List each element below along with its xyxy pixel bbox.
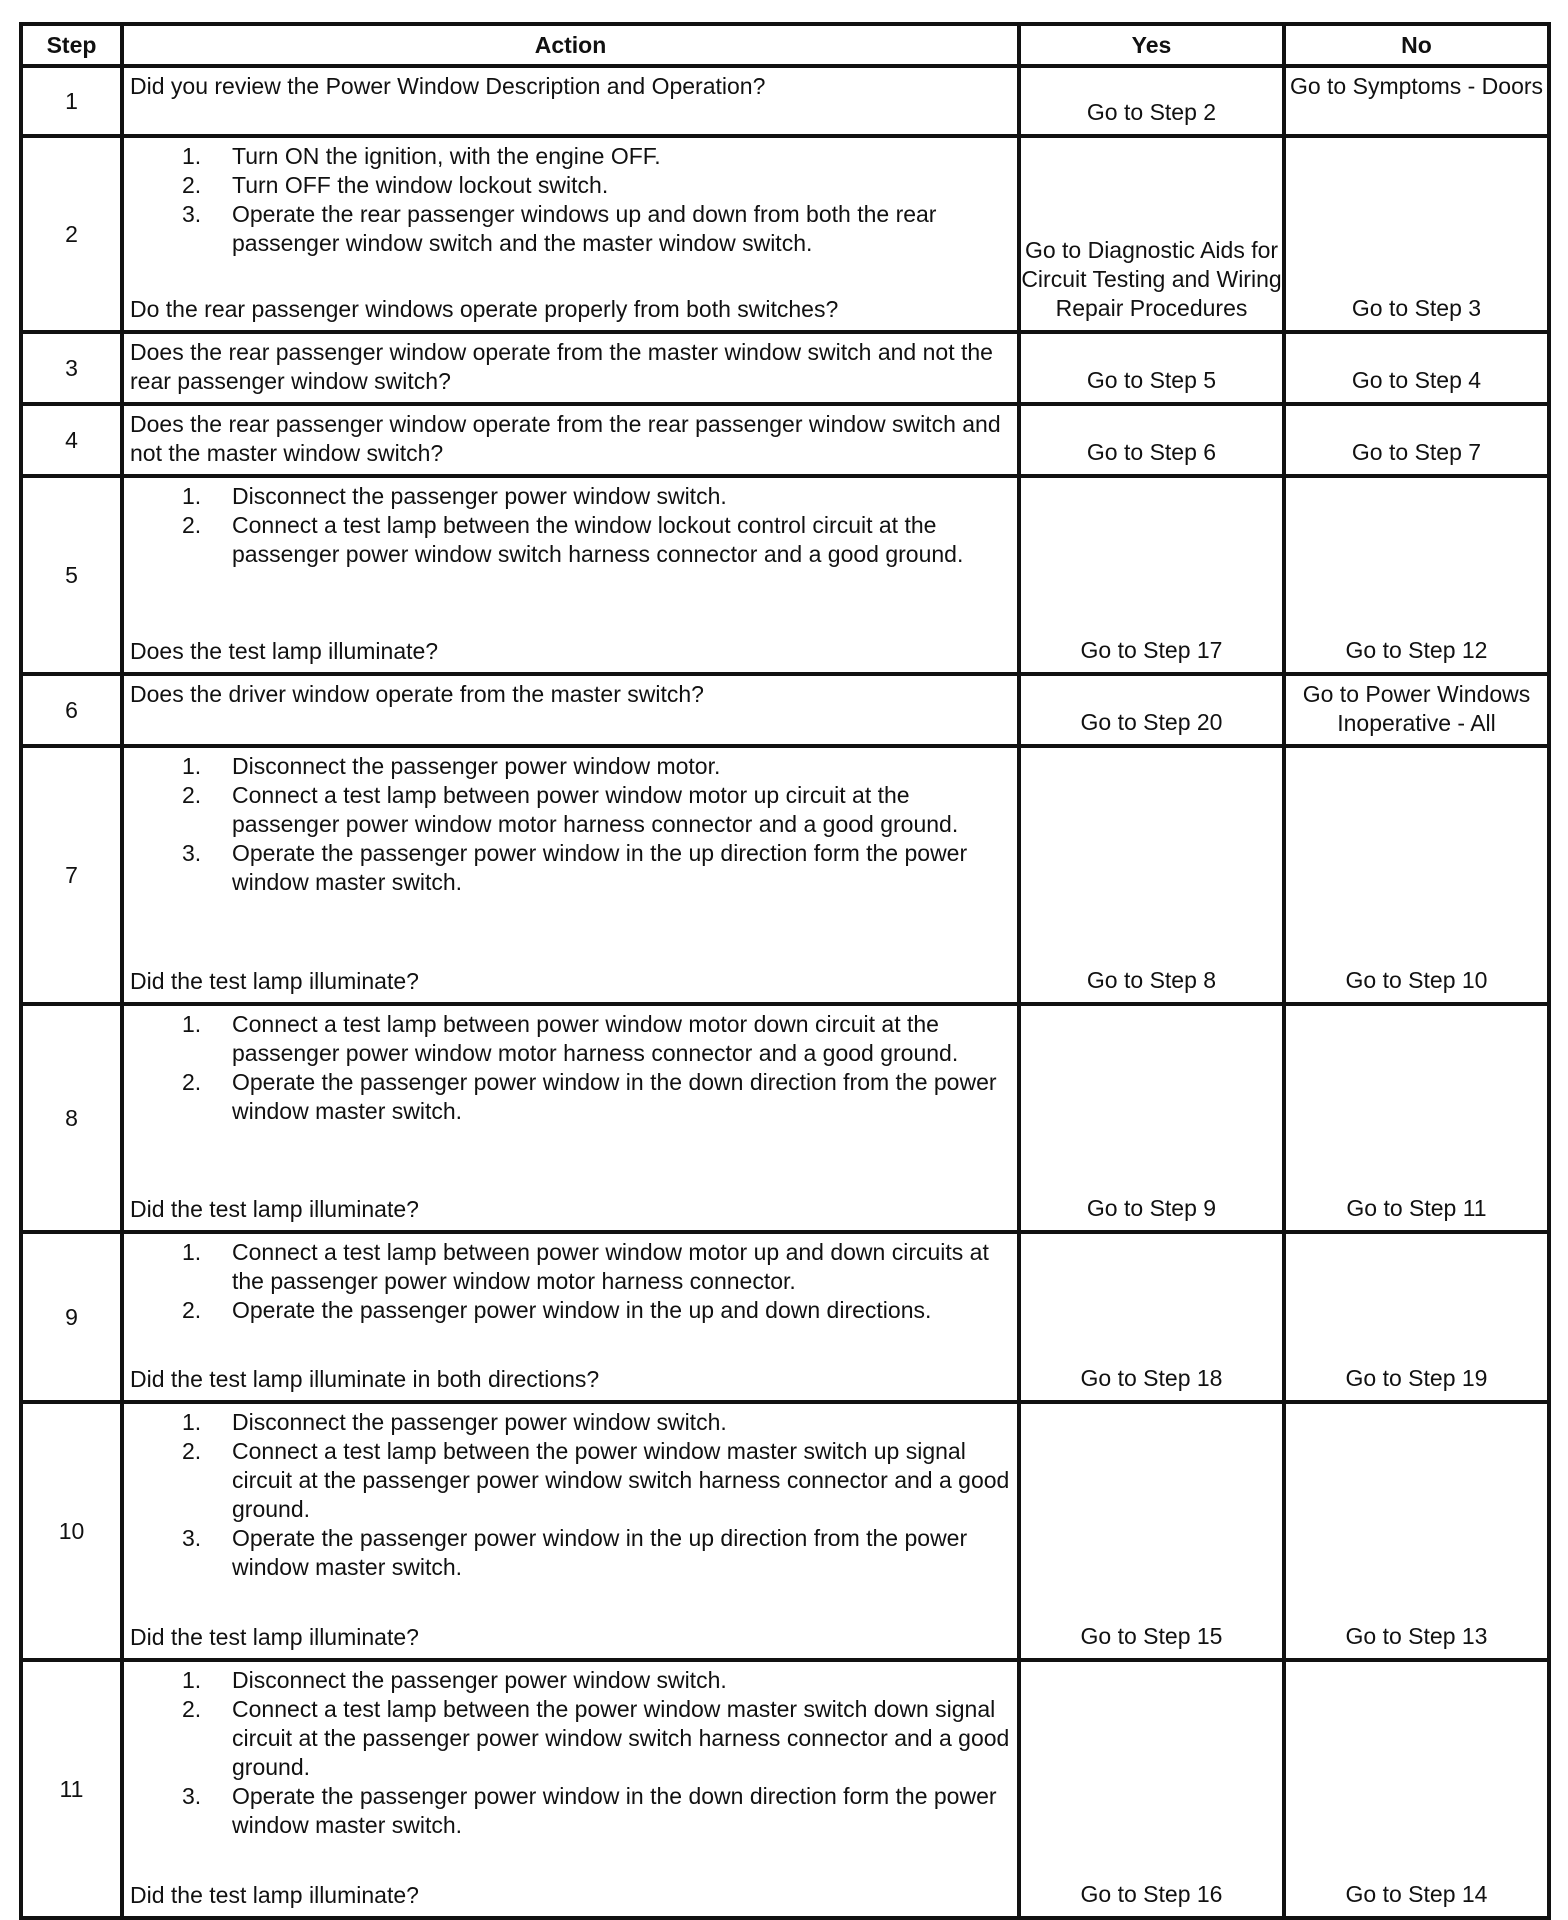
action-step — [130, 1524, 1011, 1582]
step-index: 2. — [182, 782, 202, 808]
action-step — [130, 482, 1011, 511]
step-index: 2. — [182, 1696, 202, 1722]
step-index: 3. — [182, 840, 202, 866]
yes-target: Go to Step 17 — [1080, 637, 1223, 663]
action-steps — [130, 142, 1011, 258]
no-cell — [1284, 1660, 1549, 1918]
yes-target: Go to Step 8 — [1086, 967, 1217, 993]
action-step — [130, 171, 1011, 200]
action-steps — [130, 1010, 1011, 1126]
action-step-text: Operate the passenger power window in the up direction from the power window master switch. — [232, 1525, 968, 1580]
action-steps — [130, 752, 1011, 897]
action-step — [130, 839, 1011, 897]
action-step-text: Disconnect the passenger power window motor. — [232, 753, 721, 779]
yes-target: Go to Step 20 — [1080, 709, 1223, 735]
action-step — [130, 1068, 1011, 1126]
table-row — [21, 476, 1549, 674]
step-number: 7 — [21, 746, 122, 1004]
header-yes: Yes — [1019, 24, 1284, 66]
action-cell — [122, 1232, 1019, 1402]
action-step — [130, 1782, 1011, 1840]
step-index: 1. — [182, 143, 202, 169]
action-cell — [122, 476, 1019, 674]
no-cell — [1284, 332, 1549, 404]
action-step-text: Operate the passenger power window in the down direction from the power window master switch. — [232, 1069, 997, 1124]
action-step-text: Disconnect the passenger power window switch. — [232, 1667, 727, 1693]
step-index: 1. — [182, 1239, 202, 1265]
action-question: Does the test lamp illuminate? — [130, 638, 439, 664]
no-cell — [1284, 746, 1549, 1004]
step-index: 2. — [182, 512, 202, 538]
step-index: 2. — [182, 172, 202, 198]
action-question: Did the test lamp illuminate? — [130, 1196, 419, 1222]
step-index: 3. — [182, 201, 202, 227]
no-cell — [1284, 1402, 1549, 1660]
no-target: Go to Step 13 — [1345, 1623, 1488, 1649]
step-number: 9 — [21, 1232, 122, 1402]
header-action: Action — [122, 24, 1019, 66]
no-cell — [1284, 1232, 1549, 1402]
step-number: 11 — [21, 1660, 122, 1918]
yes-target: Go to Step 5 — [1086, 367, 1217, 393]
table-row — [21, 1402, 1549, 1660]
table-row — [21, 66, 1549, 136]
header-step: Step — [21, 24, 122, 66]
step-number: 4 — [21, 404, 122, 476]
action-step-text: Turn ON the ignition, with the engine OFF. — [232, 143, 661, 169]
action-step — [130, 1666, 1011, 1695]
no-cell — [1284, 1004, 1549, 1232]
action-step-text: Connect a test lamp between the power window master switch up signal circuit at the passenger power window switch harness connector and a good ground. — [232, 1438, 1010, 1522]
action-question: Did the test lamp illuminate? — [130, 1624, 419, 1650]
yes-cell — [1019, 1402, 1284, 1660]
yes-target: Go to Step 18 — [1080, 1365, 1223, 1391]
action-question: Did the test lamp illuminate? — [130, 1882, 419, 1908]
table-row — [21, 1232, 1549, 1402]
action-cell — [122, 136, 1019, 332]
step-index: 2. — [182, 1297, 202, 1323]
table-row — [21, 674, 1549, 746]
action-step-text: Connect a test lamp between the power window master switch down signal circuit at the passenger power window switch harness connector and a good ground. — [232, 1696, 1010, 1780]
no-target: Go to Step 7 — [1351, 439, 1482, 465]
action-cell — [122, 1004, 1019, 1232]
step-index: 1. — [182, 753, 202, 779]
step-index: 1. — [182, 1667, 202, 1693]
action-question: Did the test lamp illuminate? — [130, 968, 419, 994]
action-step — [130, 511, 1011, 569]
action-question: Did you review the Power Window Description and Operation? — [130, 73, 766, 99]
action-step — [130, 1296, 1011, 1325]
yes-cell — [1019, 1004, 1284, 1232]
action-question: Does the rear passenger window operate from the master window switch and not the rear passenger window switch? — [130, 339, 993, 394]
yes-target: Go to Step 16 — [1080, 1881, 1223, 1907]
no-cell — [1284, 66, 1549, 136]
action-step-text: Disconnect the passenger power window switch. — [232, 483, 727, 509]
yes-cell — [1019, 1232, 1284, 1402]
no-target: Go to Step 12 — [1345, 637, 1488, 663]
table-row — [21, 332, 1549, 404]
yes-cell — [1019, 136, 1284, 332]
action-step — [130, 1695, 1011, 1782]
no-cell — [1284, 476, 1549, 674]
no-target: Go to Step 14 — [1345, 1881, 1488, 1907]
action-cell — [122, 746, 1019, 1004]
action-step — [130, 1408, 1011, 1437]
action-step-text: Connect a test lamp between power window motor up and down circuits at the passenger power window motor harness connector. — [232, 1239, 989, 1294]
action-step — [130, 752, 1011, 781]
action-step — [130, 1238, 1011, 1296]
table-row — [21, 1004, 1549, 1232]
step-index: 2. — [182, 1438, 202, 1464]
step-index: 3. — [182, 1525, 202, 1551]
diagnostic-table — [19, 22, 1551, 1920]
step-number: 5 — [21, 476, 122, 674]
action-question: Does the driver window operate from the master switch? — [130, 681, 704, 707]
step-number: 6 — [21, 674, 122, 746]
action-cell — [122, 332, 1019, 404]
action-step-text: Connect a test lamp between power window motor up circuit at the passenger power window motor harness connector and a good ground. — [232, 782, 959, 837]
step-index: 1. — [182, 1409, 202, 1435]
step-index: 1. — [182, 1011, 202, 1037]
no-target: Go to Step 3 — [1351, 295, 1482, 321]
action-steps — [130, 1238, 1011, 1325]
action-steps — [130, 1666, 1011, 1840]
yes-cell — [1019, 674, 1284, 746]
yes-target: Go to Step 2 — [1086, 99, 1217, 125]
step-index: 2. — [182, 1069, 202, 1095]
no-cell — [1284, 404, 1549, 476]
yes-cell — [1019, 1660, 1284, 1918]
yes-cell — [1019, 332, 1284, 404]
yes-cell — [1019, 404, 1284, 476]
no-cell — [1284, 674, 1549, 746]
action-step-text: Operate the passenger power window in the up and down directions. — [232, 1297, 932, 1323]
no-target: Go to Step 4 — [1351, 367, 1482, 393]
step-number: 1 — [21, 66, 122, 136]
action-step — [130, 200, 1011, 258]
action-cell — [122, 674, 1019, 746]
action-step-text: Operate the passenger power window in the down direction form the power window master switch. — [232, 1783, 997, 1838]
action-step-text: Connect a test lamp between the window lockout control circuit at the passenger power window switch harness connector and a good ground. — [232, 512, 964, 567]
no-target: Go to Step 19 — [1345, 1365, 1488, 1391]
action-question: Do the rear passenger windows operate properly from both switches? — [130, 296, 839, 322]
action-question: Does the rear passenger window operate from the rear passenger window switch and not the master window switch? — [130, 411, 1001, 466]
action-step — [130, 781, 1011, 839]
step-number: 10 — [21, 1402, 122, 1660]
action-steps — [130, 1408, 1011, 1582]
step-number: 3 — [21, 332, 122, 404]
header-row — [21, 24, 1549, 66]
step-number: 2 — [21, 136, 122, 332]
table-row — [21, 136, 1549, 332]
action-step-text: Operate the passenger power window in the up direction form the power window master switch. — [232, 840, 968, 895]
action-step-text: Connect a test lamp between power window motor down circuit at the passenger power window motor harness connector and a good ground. — [232, 1011, 959, 1066]
yes-target: Go to Diagnostic Aids for Circuit Testing and Wiring Repair Procedures — [1021, 237, 1282, 321]
yes-cell — [1019, 66, 1284, 136]
action-steps — [130, 482, 1011, 569]
no-target: Go to Step 10 — [1345, 967, 1488, 993]
yes-target: Go to Step 15 — [1080, 1623, 1223, 1649]
step-index: 3. — [182, 1783, 202, 1809]
yes-target: Go to Step 9 — [1086, 1195, 1217, 1221]
action-cell — [122, 1402, 1019, 1660]
no-target: Go to Symptoms - Doors — [1289, 73, 1544, 99]
no-target: Go to Power Windows Inoperative - All — [1302, 681, 1531, 736]
action-cell — [122, 404, 1019, 476]
table-row — [21, 404, 1549, 476]
action-cell — [122, 1660, 1019, 1918]
action-step-text: Operate the rear passenger windows up and down from both the rear passenger window switch and the master window switch. — [232, 201, 937, 256]
action-step — [130, 1437, 1011, 1524]
header-no: No — [1284, 24, 1549, 66]
action-step-text: Turn OFF the window lockout switch. — [232, 172, 609, 198]
no-target: Go to Step 11 — [1346, 1195, 1487, 1221]
step-index: 1. — [182, 483, 202, 509]
yes-cell — [1019, 746, 1284, 1004]
action-step — [130, 142, 1011, 171]
action-question: Did the test lamp illuminate in both directions? — [130, 1366, 600, 1392]
no-cell — [1284, 136, 1549, 332]
step-number: 8 — [21, 1004, 122, 1232]
table-row — [21, 746, 1549, 1004]
yes-target: Go to Step 6 — [1086, 439, 1217, 465]
action-cell — [122, 66, 1019, 136]
action-step-text: Disconnect the passenger power window switch. — [232, 1409, 727, 1435]
action-step — [130, 1010, 1011, 1068]
yes-cell — [1019, 476, 1284, 674]
table-row — [21, 1660, 1549, 1918]
